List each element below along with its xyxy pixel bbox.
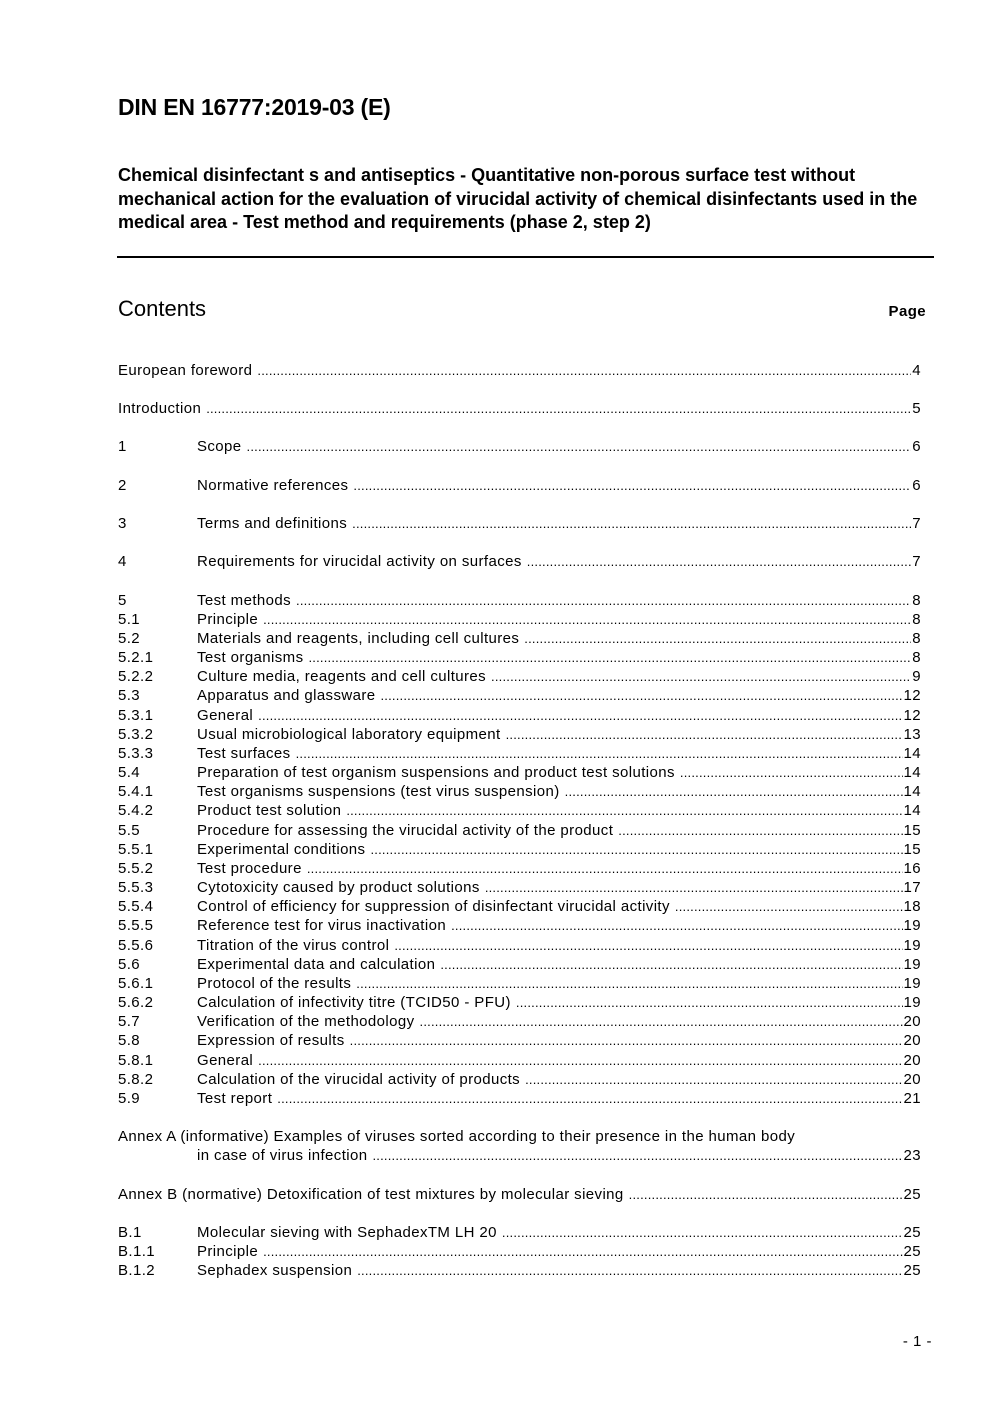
toc-dot-leader bbox=[277, 1091, 902, 1106]
toc-entry-page: 14 bbox=[903, 802, 921, 819]
toc-entry-page: 20 bbox=[903, 1013, 921, 1030]
toc-entry-title: European foreword bbox=[118, 362, 253, 379]
toc-entry-number: 5.3.1 bbox=[118, 707, 154, 724]
toc-entry-title: Introduction bbox=[118, 400, 202, 417]
toc-entry-title: Control of efficiency for suppression of disinfectant virucidal activity bbox=[197, 898, 670, 915]
toc-dot-leader bbox=[380, 688, 902, 703]
toc-entry-page: 25 bbox=[903, 1186, 921, 1203]
toc-entry-number: 5.2.1 bbox=[118, 649, 154, 666]
toc-entry-5-5-1[interactable] bbox=[118, 841, 921, 860]
toc-entry-4[interactable] bbox=[118, 553, 921, 572]
toc-entry-title: Principle bbox=[197, 1243, 259, 1260]
toc-dot-leader bbox=[516, 995, 903, 1010]
toc-entry-title: Product test solution bbox=[197, 802, 342, 819]
toc-entry-title: Annex B (normative) Detoxification of test mixtures by molecular sieving bbox=[118, 1186, 624, 1203]
toc-entry-title: Sephadex suspension bbox=[197, 1262, 353, 1279]
toc-entry-page: 19 bbox=[903, 917, 921, 934]
toc-dot-leader bbox=[506, 727, 903, 742]
toc-entry-european-foreword[interactable] bbox=[118, 362, 921, 381]
toc-entry-title: Test report bbox=[197, 1090, 273, 1107]
toc-dot-leader bbox=[451, 918, 902, 933]
toc-entry-5-3[interactable] bbox=[118, 687, 921, 706]
toc-entry-title: Protocol of the results bbox=[197, 975, 352, 992]
toc-entry-number: 5.4.2 bbox=[118, 802, 154, 819]
toc-entry-number: 5.5.1 bbox=[118, 841, 154, 858]
toc-entry-number: 5 bbox=[118, 592, 127, 609]
document-title: DIN EN 16777:2019-03 (E) bbox=[118, 94, 391, 120]
toc-entry-page: 19 bbox=[903, 994, 921, 1011]
toc-entry-number: 5.3.3 bbox=[118, 745, 154, 762]
toc-entry-title: Apparatus and glassware bbox=[197, 687, 376, 704]
page-number-footer: - 1 - bbox=[902, 1333, 932, 1350]
toc-dot-leader bbox=[675, 899, 903, 914]
contents-heading: Contents bbox=[118, 296, 207, 321]
toc-entry-5-6[interactable] bbox=[118, 956, 921, 975]
toc-entry-5-5-3[interactable] bbox=[118, 879, 921, 898]
toc-dot-leader bbox=[257, 363, 911, 378]
toc-entry-annex-a-title[interactable]: Annex A (informative) Examples of viruses sorted according to their presence in the human body bbox=[118, 1128, 796, 1145]
toc-entry-page: 4 bbox=[912, 362, 921, 379]
toc-entry-number: 5.7 bbox=[118, 1013, 141, 1030]
toc-entry-number: 5.4 bbox=[118, 764, 141, 781]
toc-entry-introduction[interactable] bbox=[118, 400, 921, 419]
toc-entry-title: Materials and reagents, including cell cultures bbox=[197, 630, 520, 647]
toc-entry-page: 20 bbox=[903, 1032, 921, 1049]
toc-entry-number: B.1.1 bbox=[118, 1243, 156, 1260]
toc-entry-title: Normative references bbox=[197, 477, 349, 494]
toc-dot-leader bbox=[296, 746, 903, 761]
toc-entry-number: B.1.2 bbox=[118, 1262, 156, 1279]
toc-entry-page: 12 bbox=[903, 687, 921, 704]
toc-entry-title: Calculation of the virucidal activity of products bbox=[197, 1071, 521, 1088]
toc-entry-2[interactable] bbox=[118, 477, 921, 496]
toc-entry-page: 8 bbox=[912, 630, 921, 647]
toc-entry-page: 16 bbox=[903, 860, 921, 877]
toc-dot-leader bbox=[296, 593, 911, 608]
toc-entry-number: 5.3.2 bbox=[118, 726, 154, 743]
toc-entry-title-continued: in case of virus infection bbox=[197, 1147, 368, 1164]
toc-entry-annex-b[interactable] bbox=[118, 1186, 921, 1205]
toc-entry-page: 19 bbox=[903, 937, 921, 954]
toc-entry-title: Calculation of infectivity titre (TCID50 - PFU) bbox=[197, 994, 511, 1011]
toc-entry-page: 19 bbox=[903, 956, 921, 973]
toc-entry-page: 6 bbox=[912, 477, 921, 494]
toc-entry-title: Molecular sieving with SephadexTM LH 20 bbox=[197, 1224, 497, 1241]
toc-entry-5-2-2[interactable] bbox=[118, 668, 921, 687]
toc-entry-title: Usual microbiological laboratory equipment bbox=[197, 726, 501, 743]
toc-entry-5-5-5[interactable] bbox=[118, 917, 921, 936]
toc-entry-5-4[interactable] bbox=[118, 764, 921, 783]
toc-entry-5-2-1[interactable] bbox=[118, 649, 921, 668]
toc-dot-leader bbox=[263, 612, 911, 627]
toc-entry-title: Procedure for assessing the virucidal activity of the product bbox=[197, 822, 614, 839]
toc-dot-leader bbox=[491, 669, 911, 684]
toc-entry-5-1[interactable] bbox=[118, 611, 921, 630]
toc-dot-leader bbox=[372, 1148, 902, 1163]
toc-entry-b-1[interactable] bbox=[118, 1224, 921, 1243]
toc-entry-title: Titration of the virus control bbox=[197, 937, 390, 954]
toc-entry-page: 25 bbox=[903, 1262, 921, 1279]
toc-dot-leader bbox=[206, 401, 911, 416]
toc-dot-leader bbox=[258, 1053, 902, 1068]
toc-entry-number: 2 bbox=[118, 477, 127, 494]
toc-entry-page: 19 bbox=[903, 975, 921, 992]
toc-entry-5-9[interactable] bbox=[118, 1090, 921, 1109]
toc-dot-leader bbox=[680, 765, 903, 780]
toc-dot-leader bbox=[420, 1014, 903, 1029]
toc-entry-number: 1 bbox=[118, 438, 127, 455]
toc-entry-page: 5 bbox=[912, 400, 921, 417]
toc-dot-leader bbox=[308, 650, 911, 665]
toc-entry-title: Test procedure bbox=[197, 860, 302, 877]
toc-entry-page: 23 bbox=[903, 1147, 921, 1164]
toc-entry-title: Test organisms suspensions (test virus suspension) bbox=[197, 783, 560, 800]
toc-entry-number: 5.5.2 bbox=[118, 860, 154, 877]
toc-entry-title: Expression of results bbox=[197, 1032, 345, 1049]
toc-dot-leader bbox=[524, 631, 911, 646]
toc-entry-number: 5.5.3 bbox=[118, 879, 154, 896]
toc-entry-5-4-2[interactable] bbox=[118, 802, 921, 821]
toc-entry-page: 13 bbox=[903, 726, 921, 743]
toc-entry-page: 25 bbox=[903, 1243, 921, 1260]
toc-entry-number: 5.6.1 bbox=[118, 975, 154, 992]
toc-entry-page: 7 bbox=[912, 515, 921, 532]
document-subtitle: Chemical disinfectant s and antiseptics - Quantitative non-porous surface test without mechanical action for the evaluation of virucidal activity of chemical disinfectants used in the medical area - Test method and requirements (phase 2, step 2) bbox=[118, 165, 918, 232]
toc-dot-leader bbox=[440, 957, 902, 972]
toc-dot-leader bbox=[618, 823, 902, 838]
toc-dot-leader bbox=[629, 1187, 903, 1202]
page-column-label: Page bbox=[888, 303, 926, 320]
toc-entry-number: 5.3 bbox=[118, 687, 141, 704]
toc-entry-number: 5.5.5 bbox=[118, 917, 154, 934]
toc-entry-5-5-4[interactable] bbox=[118, 898, 921, 917]
toc-entry-5-6-1[interactable] bbox=[118, 975, 921, 994]
toc-entry-3[interactable] bbox=[118, 515, 921, 534]
toc-dot-leader bbox=[352, 516, 911, 531]
toc-entry-5[interactable] bbox=[118, 592, 921, 611]
toc-entry-page: 15 bbox=[903, 841, 921, 858]
toc-entry-5-7[interactable] bbox=[118, 1013, 921, 1032]
toc-entry-b-1-2[interactable] bbox=[118, 1262, 921, 1281]
toc-dot-leader bbox=[565, 784, 903, 799]
toc-entry-title: Experimental conditions bbox=[197, 841, 366, 858]
toc-entry-title: Requirements for virucidal activity on surfaces bbox=[197, 553, 522, 570]
toc-entry-annex-a[interactable] bbox=[118, 1147, 921, 1166]
toc-entry-5-8-2[interactable] bbox=[118, 1071, 921, 1090]
toc-entry-page: 12 bbox=[903, 707, 921, 724]
toc-entry-5-5[interactable] bbox=[118, 822, 921, 841]
toc-entry-number: B.1 bbox=[118, 1224, 142, 1241]
toc-entry-page: 14 bbox=[903, 764, 921, 781]
toc-entry-5-6-2[interactable] bbox=[118, 994, 921, 1013]
toc-entry-number: 5.9 bbox=[118, 1090, 141, 1107]
toc-entry-page: 6 bbox=[912, 438, 921, 455]
toc-dot-leader bbox=[353, 478, 911, 493]
toc-dot-leader bbox=[527, 554, 911, 569]
toc-entry-number: 5.5.4 bbox=[118, 898, 154, 915]
toc-entry-page: 21 bbox=[903, 1090, 921, 1107]
toc-entry-1[interactable] bbox=[118, 438, 921, 457]
toc-entry-number: 5.6.2 bbox=[118, 994, 154, 1011]
toc-entry-5-2[interactable] bbox=[118, 630, 921, 649]
toc-entry-number: 3 bbox=[118, 515, 127, 532]
toc-entry-title: Principle bbox=[197, 611, 259, 628]
toc-entry-5-5-6[interactable] bbox=[118, 937, 921, 956]
toc-entry-title: Test methods bbox=[197, 592, 292, 609]
toc-entry-page: 20 bbox=[903, 1071, 921, 1088]
toc-entry-number: 5.8.1 bbox=[118, 1052, 154, 1069]
toc-dot-leader bbox=[485, 880, 903, 895]
toc-entry-page: 18 bbox=[903, 898, 921, 915]
toc-dot-leader bbox=[394, 938, 902, 953]
toc-dot-leader bbox=[357, 1263, 902, 1278]
toc-entry-title: General bbox=[197, 1052, 254, 1069]
toc-entry-title: Test surfaces bbox=[197, 745, 291, 762]
toc-entry-5-3-1[interactable] bbox=[118, 707, 921, 726]
toc-dot-leader bbox=[350, 1033, 903, 1048]
toc-entry-number: 5.1 bbox=[118, 611, 141, 628]
toc-entry-number: 5.5.6 bbox=[118, 937, 154, 954]
toc-entry-number: 5.6 bbox=[118, 956, 141, 973]
toc-entry-page: 14 bbox=[903, 745, 921, 762]
toc-dot-leader bbox=[525, 1072, 902, 1087]
toc-dot-leader bbox=[263, 1244, 902, 1259]
toc-entry-number: 5.2 bbox=[118, 630, 141, 647]
toc-dot-leader bbox=[247, 439, 912, 454]
toc-entry-title: Test organisms bbox=[197, 649, 304, 666]
toc-entry-b-1-1[interactable] bbox=[118, 1243, 921, 1262]
toc-dot-leader bbox=[307, 861, 903, 876]
toc-entry-title: General bbox=[197, 707, 254, 724]
toc-entry-title: Culture media, reagents and cell cultures bbox=[197, 668, 487, 685]
toc-entry-page: 8 bbox=[912, 592, 921, 609]
toc-entry-title: Reference test for virus inactivation bbox=[197, 917, 447, 934]
toc-entry-page: 14 bbox=[903, 783, 921, 800]
toc-entry-5-3-3[interactable] bbox=[118, 745, 921, 764]
toc-entry-5-5-2[interactable] bbox=[118, 860, 921, 879]
toc-dot-leader bbox=[370, 842, 902, 857]
toc-dot-leader bbox=[356, 976, 902, 991]
toc-dot-leader bbox=[502, 1225, 903, 1240]
toc-entry-page: 8 bbox=[912, 649, 921, 666]
toc-entry-number: 4 bbox=[118, 553, 127, 570]
toc-entry-page: 25 bbox=[903, 1224, 921, 1241]
toc-entry-page: 9 bbox=[912, 668, 921, 685]
toc-entry-number: 5.5 bbox=[118, 822, 141, 839]
toc-entry-5-4-1[interactable] bbox=[118, 783, 921, 802]
toc-entry-5-3-2[interactable] bbox=[118, 726, 921, 745]
toc-entry-5-8[interactable] bbox=[118, 1032, 921, 1051]
toc-dot-leader bbox=[258, 708, 902, 723]
toc-dot-leader bbox=[346, 803, 902, 818]
toc-entry-number: 5.8.2 bbox=[118, 1071, 154, 1088]
toc-entry-number: 5.8 bbox=[118, 1032, 141, 1049]
toc-entry-title: Verification of the methodology bbox=[197, 1013, 415, 1030]
toc-entry-page: 8 bbox=[912, 611, 921, 628]
toc-entry-5-8-1[interactable] bbox=[118, 1052, 921, 1071]
toc-entry-title: Terms and definitions bbox=[197, 515, 348, 532]
toc-entry-page: 17 bbox=[903, 879, 921, 896]
toc-entry-page: 15 bbox=[903, 822, 921, 839]
toc-entry-title: Cytotoxicity caused by product solutions bbox=[197, 879, 480, 896]
toc-entry-title: Experimental data and calculation bbox=[197, 956, 436, 973]
toc-entry-page: 7 bbox=[912, 553, 921, 570]
toc-entry-page: 20 bbox=[903, 1052, 921, 1069]
toc-entry-number: 5.4.1 bbox=[118, 783, 154, 800]
toc-entry-title: Scope bbox=[197, 438, 242, 455]
toc-entry-number: 5.2.2 bbox=[118, 668, 154, 685]
toc-entry-title: Preparation of test organism suspensions and product test solutions bbox=[197, 764, 675, 781]
